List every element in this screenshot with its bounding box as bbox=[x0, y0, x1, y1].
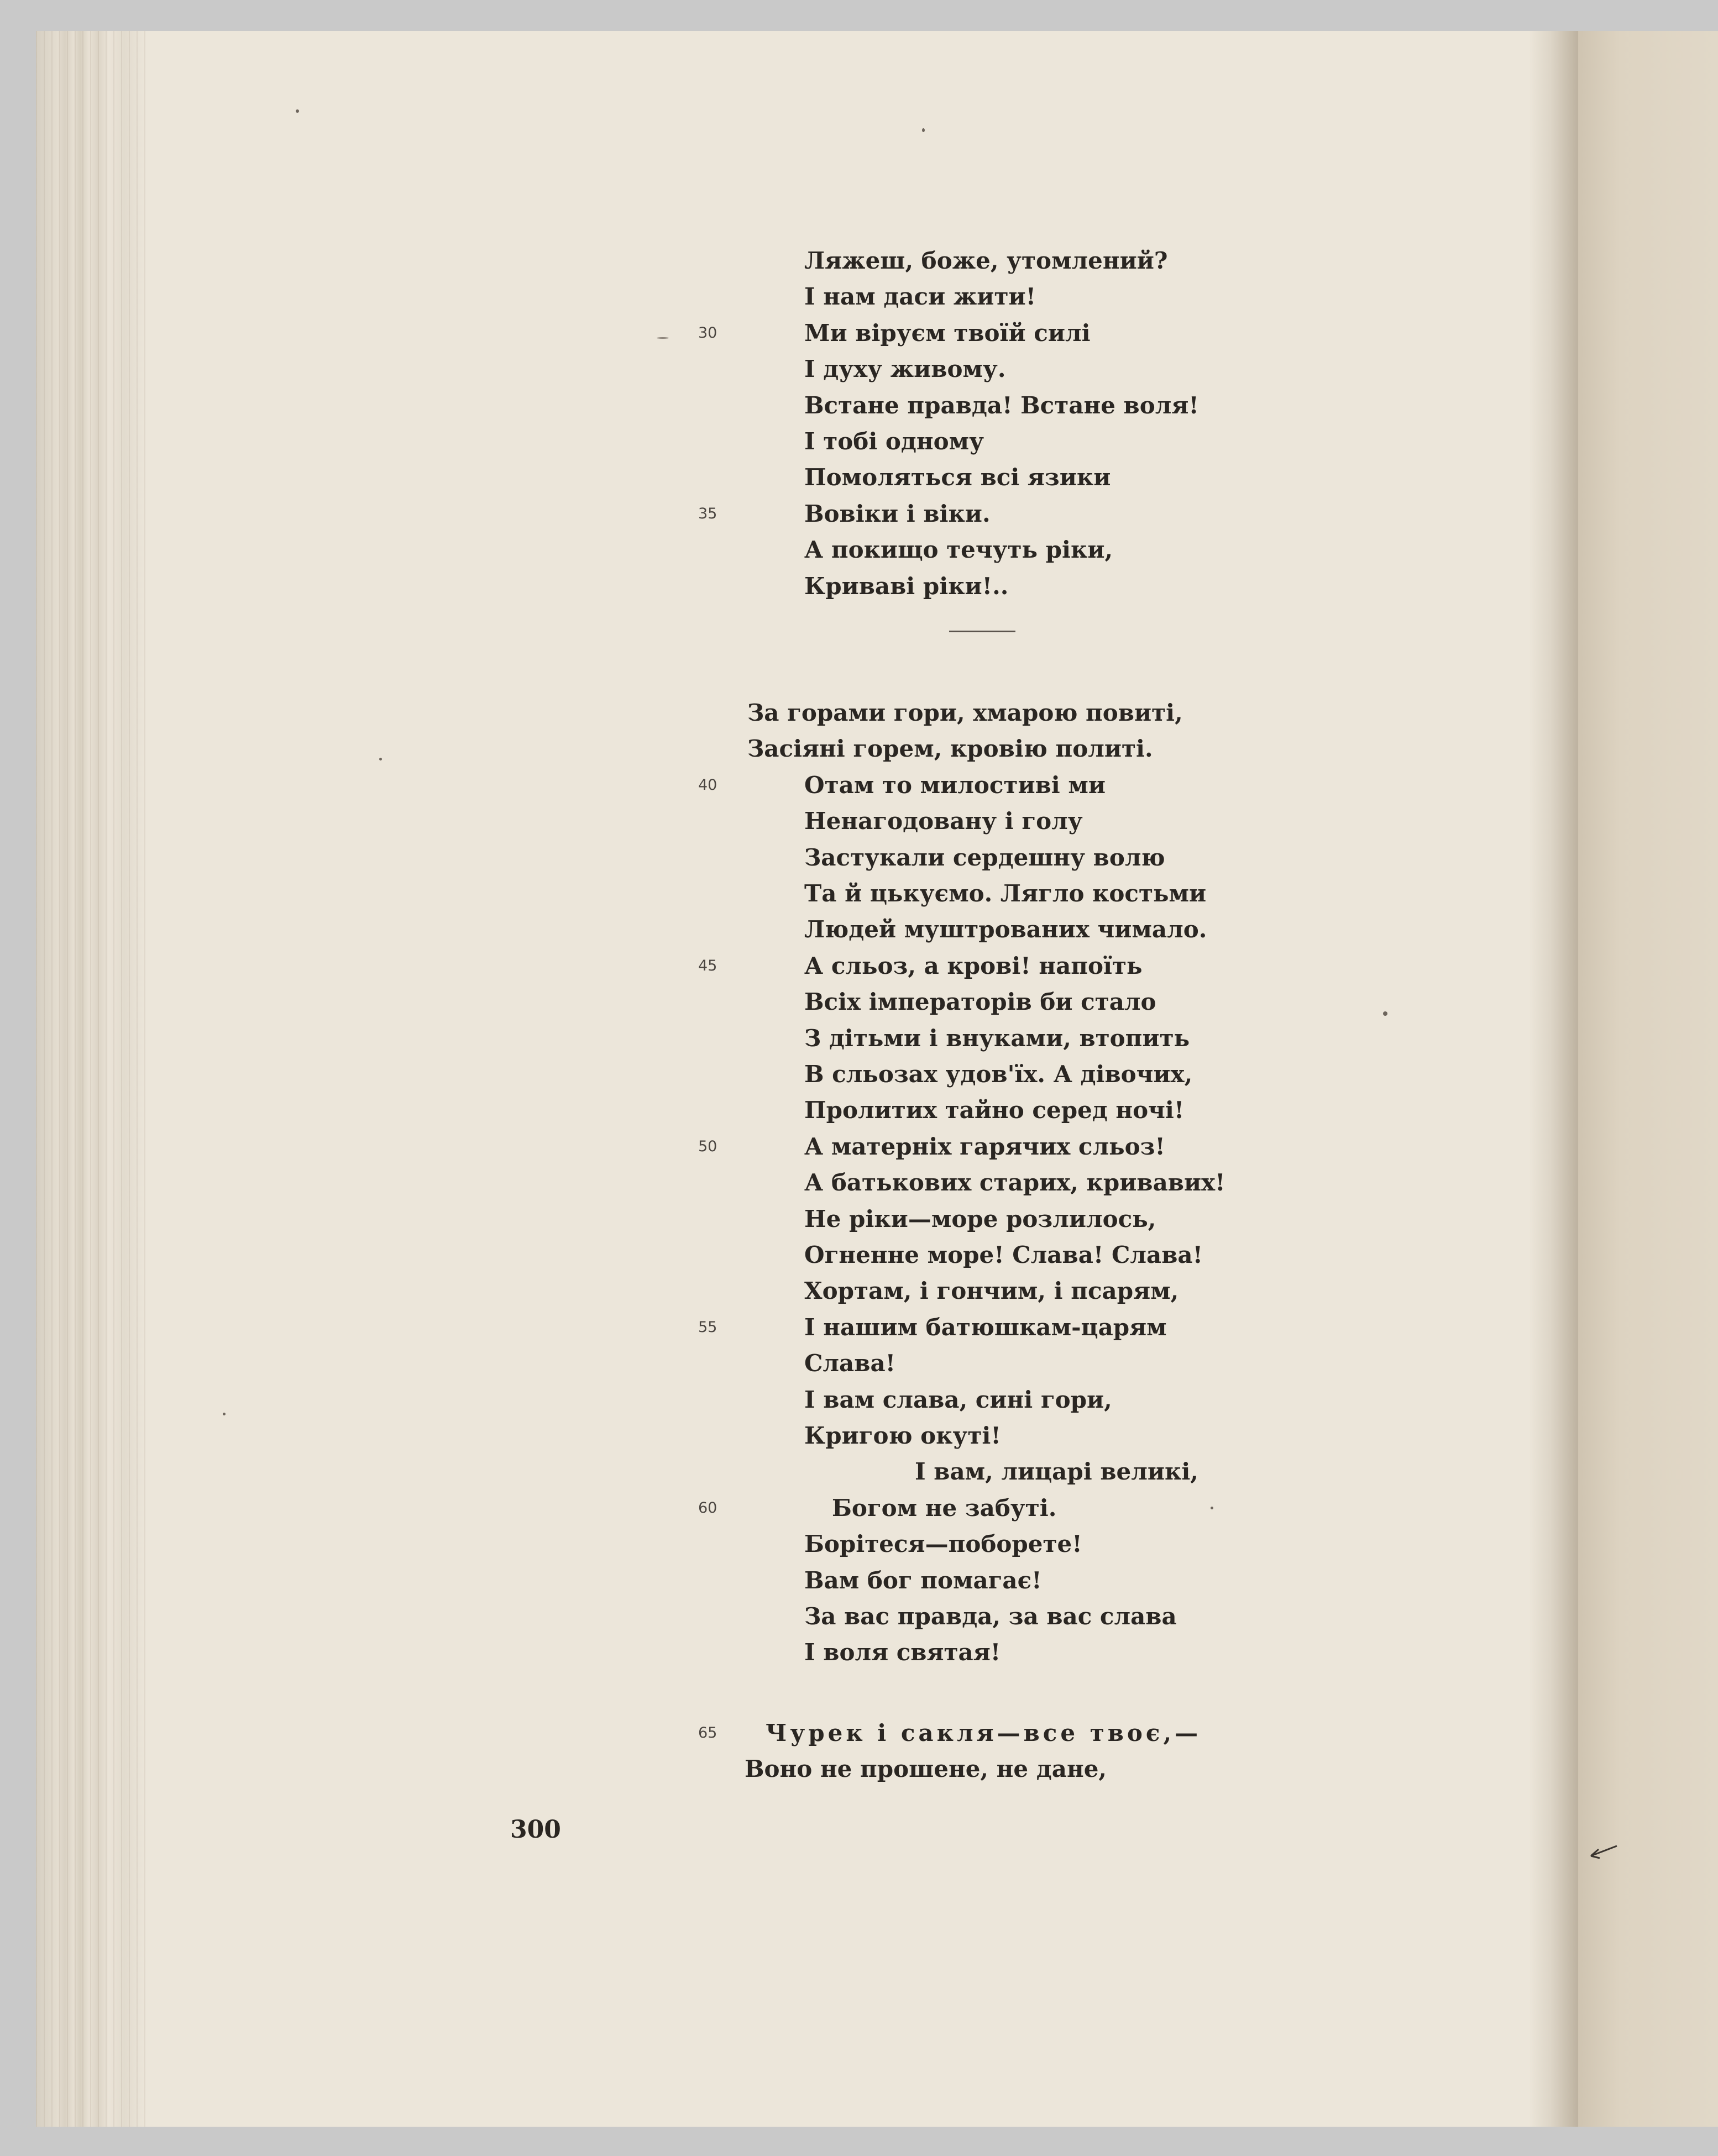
poem-line: За горами гори, хмарою повиті, bbox=[747, 699, 1183, 726]
poem-line: І воля святая! bbox=[804, 1639, 1001, 1666]
poem-line: Воно не прошене, не дане, bbox=[745, 1755, 1107, 1783]
poem-line: А батькових старих, кривавих! bbox=[804, 1169, 1225, 1197]
poem-line: Не ріки—море розлилось, bbox=[804, 1205, 1156, 1232]
poem-line: А сльоз, а крові! напоїть bbox=[804, 952, 1143, 979]
poem-line: Богом не забуті. bbox=[832, 1494, 1057, 1522]
poem-line: З дітьми і внуками, втопить bbox=[804, 1024, 1190, 1052]
poem-line: І тобі одному bbox=[804, 428, 984, 455]
poem-line: Кригою окуті! bbox=[804, 1422, 1001, 1449]
line-number: 65 bbox=[698, 1724, 717, 1741]
poem-line: Пролитих тайно серед ночі! bbox=[804, 1097, 1185, 1124]
poem-line: Помоляться всі язики bbox=[804, 464, 1111, 491]
poem-line: Застукали сердешну волю bbox=[804, 843, 1165, 871]
poem-line: І нам даси жити! bbox=[804, 283, 1036, 311]
poem-line: І духу живому. bbox=[804, 355, 1006, 383]
poem-line: А покищо течуть ріки, bbox=[804, 536, 1113, 564]
poem-line: Хортам, і гончим, і псарям, bbox=[804, 1277, 1179, 1305]
poem-line: Ненагодовану і голу bbox=[804, 807, 1083, 835]
poem-line: А матерніх гарячих сльоз! bbox=[804, 1132, 1165, 1160]
book-page-scan bbox=[36, 31, 1718, 2127]
poem-line: Огненне море! Слава! Слава! bbox=[804, 1241, 1203, 1268]
poem-line: І вам слава, сині гори, bbox=[804, 1386, 1112, 1413]
line-number: 55 bbox=[698, 1318, 717, 1336]
poem-line: Засіяні горем, кровію политі. bbox=[747, 735, 1153, 763]
line-number: 30 bbox=[698, 324, 717, 342]
poem-line: І нашим батюшкам-царям bbox=[804, 1313, 1167, 1341]
poem-line: Отам то милостиві ми bbox=[804, 771, 1106, 799]
poem-line: Чурек і сакля—все твоє,— bbox=[766, 1719, 1202, 1746]
poem-line: Слава! bbox=[804, 1350, 896, 1377]
line-number: 50 bbox=[698, 1137, 717, 1155]
line-number: 45 bbox=[698, 957, 717, 974]
poem-line: Криваві ріки!.. bbox=[804, 572, 1009, 600]
poem-line: Вам бог помагає! bbox=[804, 1566, 1042, 1594]
poem-line: Вовіки і віки. bbox=[804, 500, 991, 527]
line-number: 35 bbox=[698, 505, 717, 522]
poem-line: Ляжеш, боже, утомлений? bbox=[804, 247, 1168, 274]
poem-text bbox=[36, 31, 1718, 2127]
poem-line: Та й цькуємо. Лягло костьми bbox=[804, 880, 1207, 907]
poem-line: В сльозах удов'їх. А дівочих, bbox=[804, 1061, 1193, 1088]
poem-line: Встане правда! Встане воля! bbox=[804, 391, 1199, 419]
poem-line: І вам, лицарі великі, bbox=[915, 1458, 1198, 1486]
poem-line: Всіх імператорів би стало bbox=[804, 988, 1156, 1016]
poem-line: Людей муштрованих чимало. bbox=[804, 916, 1207, 943]
poem-line: Борітеся—поборете! bbox=[804, 1530, 1082, 1558]
page-number: 300 bbox=[510, 1816, 561, 1844]
section-divider bbox=[949, 631, 1015, 632]
poem-line: За вас правда, за вас слава bbox=[804, 1603, 1177, 1630]
line-number: 40 bbox=[698, 776, 717, 794]
poem-line: Ми віруєм твоїй силі bbox=[804, 319, 1091, 347]
line-number: 60 bbox=[698, 1499, 717, 1517]
